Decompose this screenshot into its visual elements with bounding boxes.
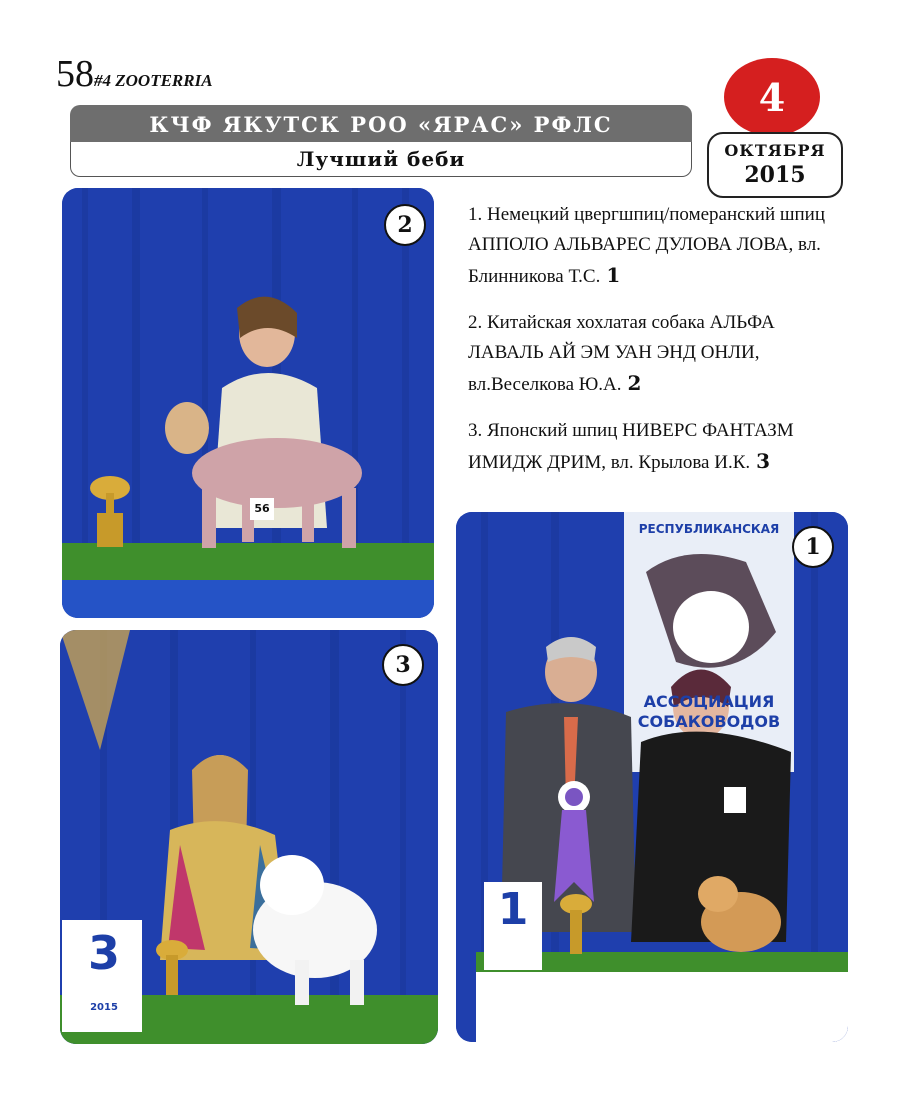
banner-bottom-text-2: СОБАКОВОДОВ [637, 712, 781, 731]
result-item [468, 308, 853, 400]
category-title: Лучший беби [296, 147, 466, 171]
page-header [56, 52, 213, 96]
page-number: 58 [56, 53, 94, 95]
photo-second-place [62, 188, 434, 618]
magazine-name: #4 ZOOTERRIA [94, 71, 213, 90]
place-badge [792, 526, 834, 568]
place-sign-number: 3 [87, 926, 120, 980]
result-text: 1. Немецкий цвергшпиц/померанский шпиц АППОЛО АЛЬВАРЕС ДУЛОВА ЛОВА, вл. Блинникова Т.С. [468, 204, 826, 287]
place-sign-year: 2015 [90, 1002, 118, 1013]
photo-first-place-image [456, 512, 848, 1042]
banner-top-text: РЕСПУБЛИКАНСКАЯ [638, 522, 780, 536]
banner-bottom-text-1: АССОЦИАЦИЯ [643, 692, 775, 711]
date-day: 4 [758, 74, 786, 120]
place-badge [382, 644, 424, 686]
photo-third-place [60, 630, 438, 1044]
photo-second-place-image [62, 188, 434, 618]
photo-first-place [456, 512, 848, 1042]
date-year: 2015 [744, 162, 806, 188]
place-badge-label: 3 [395, 652, 411, 678]
photo-third-place-image [60, 630, 438, 1044]
date-day-circle [724, 58, 820, 136]
result-text: 2. Китайская хохлатая собака АЛЬФА ЛАВАЛЬ АЙ ЭМ УАН ЭНД ОНЛИ, вл.Веселкова Ю.А. [468, 312, 775, 395]
result-text: 3. Японский шпиц НИВЕРС ФАНТАЗМ ИМИДЖ ДРИМ, вл. Крылова И.К. [468, 420, 794, 473]
results-list [468, 200, 853, 494]
handler-number-tag: 56 [254, 502, 270, 515]
place-badge-label: 1 [805, 534, 821, 560]
result-item [468, 200, 853, 292]
event-title-bar [70, 105, 692, 143]
place-badge [384, 204, 426, 246]
result-place: 1 [606, 263, 621, 287]
result-place: 2 [627, 371, 642, 395]
category-title-bar [70, 142, 692, 177]
event-title: КЧФ ЯКУТСК РОО «ЯРАС» РФЛС [149, 111, 613, 137]
place-badge-label: 2 [397, 212, 413, 238]
date-box [707, 132, 843, 198]
result-place: 3 [756, 449, 771, 473]
date-month: ОКТЯБРЯ [724, 141, 826, 160]
place-sign-number: 1 [497, 884, 529, 935]
result-item [468, 416, 853, 478]
